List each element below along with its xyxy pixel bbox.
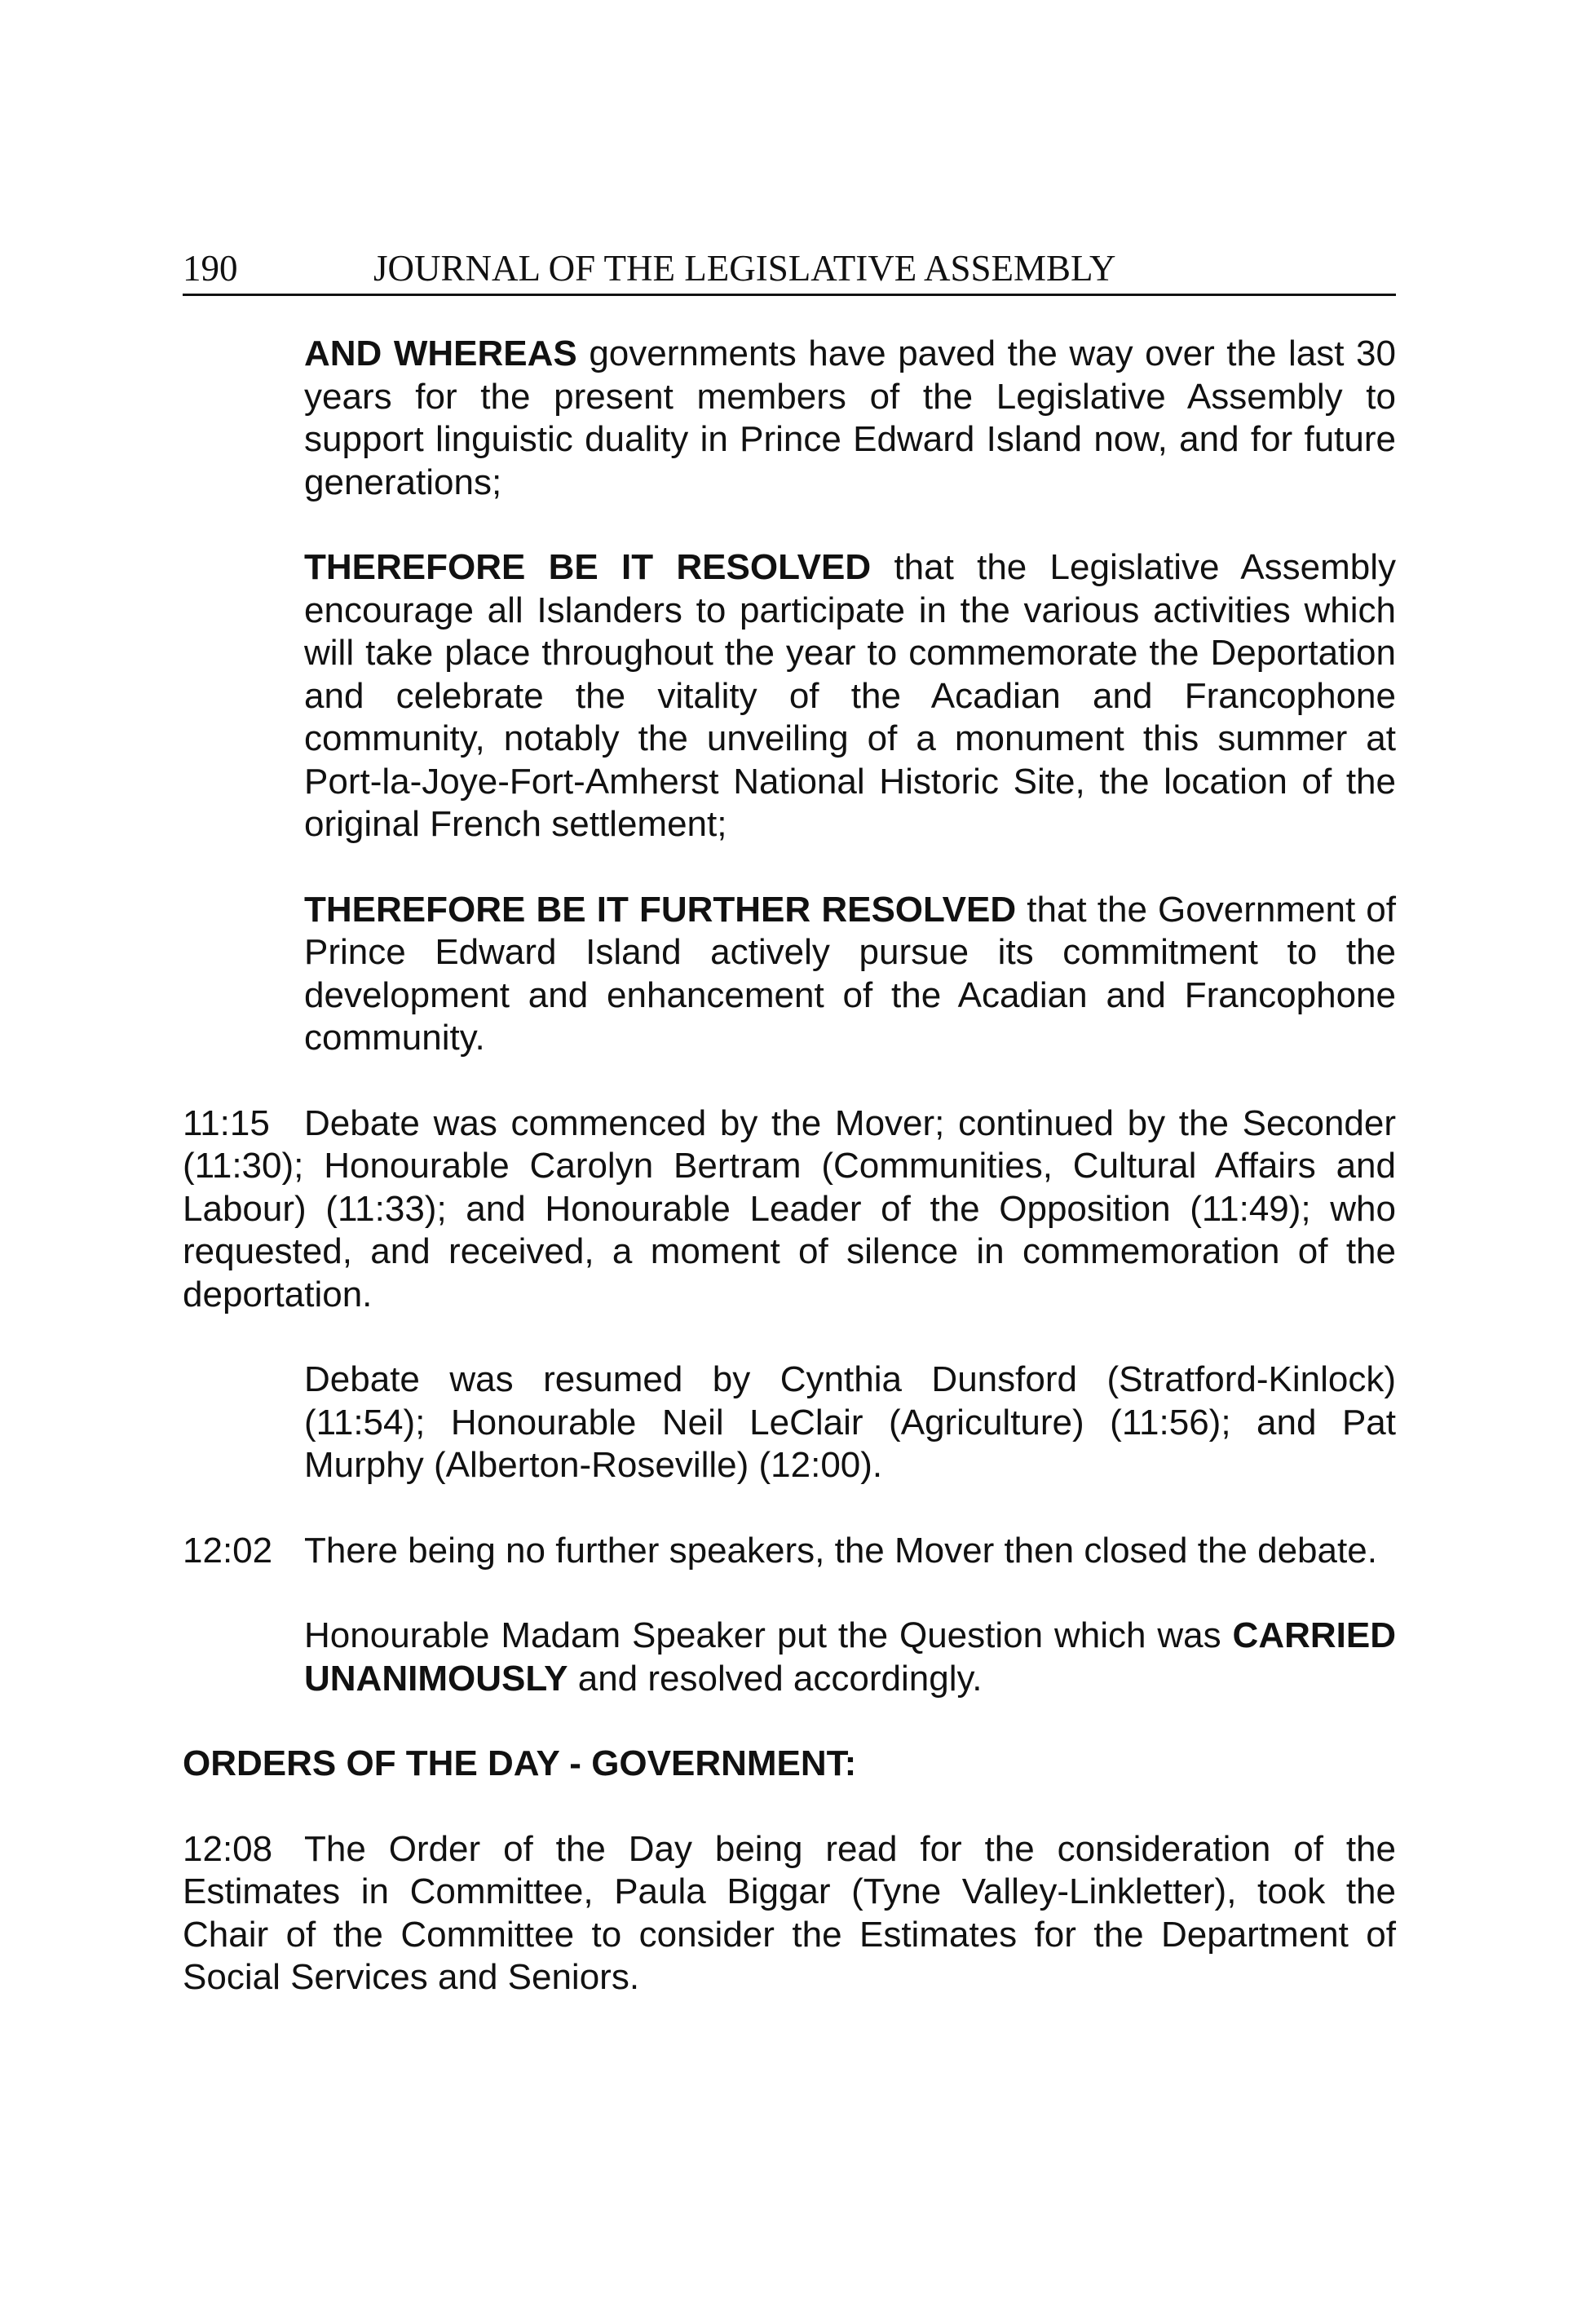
orders-timestamp: 12:08 xyxy=(183,1828,273,1869)
further-resolved-clause xyxy=(304,889,1396,1060)
further-resolved-lead: THEREFORE BE IT FURTHER RESOLVED xyxy=(304,889,1017,930)
orders-paragraph xyxy=(183,1828,1396,1999)
whereas-text: governments have paved the way over the last 30 years for the present members of the Legislative Assembly to support linguistic duality in Prince Edward Island now, and for future generations; xyxy=(304,334,1396,502)
closing-timestamp: 12:02 xyxy=(183,1530,273,1571)
orders-text: The Order of the Day being read for the consideration of the Estimates in Committee, Paula Biggar (Tyne Valley-Linkletter), took the Chair of the Committee to consider the Estimates for the Department of Social Services and Seniors. xyxy=(183,1828,1396,1997)
question-paragraph xyxy=(304,1615,1396,1700)
question-post-text: and resolved accordingly. xyxy=(568,1658,983,1699)
resolved-clause xyxy=(304,546,1396,846)
further-resolved-text: that the Government of Prince Edward Island actively pursue its commitment to the development and enhancement of the Acadian and Francophone community. xyxy=(304,889,1396,1058)
resolved-text: that the Legislative Assembly encourage all Islanders to participate in the various activities which will take place throughout the year to commemorate the Deportation and celebrate the vitality of the Acadian and Francophone community, notably the unveiling of a monument this summer at Port-la-Joye-Fort-Amherst National Historic Site, the location of the original French settlement; xyxy=(304,547,1396,844)
page-number: 190 xyxy=(183,248,238,289)
whereas-lead: AND WHEREAS xyxy=(304,334,577,373)
debate-text: Debate was commenced by the Mover; continued by the Seconder (11:30); Honourable Carolyn Bertram (Communities, Cultural Affairs and Labour) (11:33); and Honourable Leader of the Opposition (11:49); who requested, and received, a moment of silence in commemoration of the deportation. xyxy=(183,1102,1396,1314)
resolved-lead: THEREFORE BE IT RESOLVED xyxy=(304,547,872,587)
whereas-clause xyxy=(304,333,1396,504)
page-body xyxy=(183,333,1396,2042)
journal-title: JOURNAL OF THE LEGISLATIVE ASSEMBLY xyxy=(373,248,1116,289)
question-result: CARRIED UNANIMOUSLY xyxy=(304,1615,1396,1699)
closing-text: There being no further speakers, the Mover then closed the debate. xyxy=(304,1530,1377,1571)
debate-paragraph xyxy=(183,1102,1396,1317)
running-head xyxy=(183,245,1396,296)
debate-timestamp: 11:15 xyxy=(183,1102,270,1143)
question-text: Honourable Madam Speaker put the Question which was xyxy=(304,1615,1233,1655)
orders-heading: ORDERS OF THE DAY - GOVERNMENT: xyxy=(183,1743,857,1783)
closing-paragraph xyxy=(183,1530,1396,1573)
debate-resumed-paragraph: Debate was resumed by Cynthia Dunsford (Stratford-Kinlock) (11:54); Honourable Neil LeClair (Agriculture) (11:56); and Pat Murphy (Alberton-Roseville) (12:00). xyxy=(304,1359,1396,1485)
